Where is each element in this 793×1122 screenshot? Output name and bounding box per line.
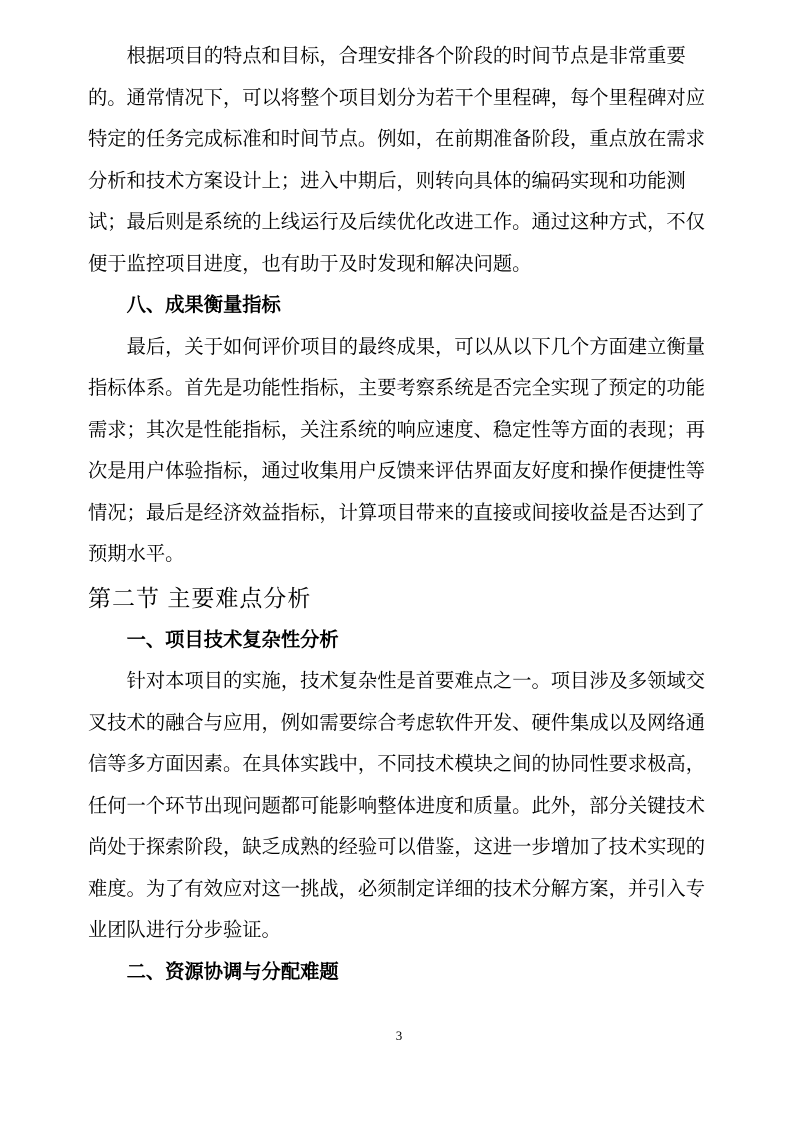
body-text-line: 信等多方面因素。在具体实践中，不同技术模块之间的协同性要求极高， [88, 754, 705, 775]
body-text-line: 根据项目的特点和目标，合理安排各个阶段的时间节点是非常重要 [126, 46, 686, 67]
document-body [88, 36, 710, 993]
section-title: 第二节 主要难点分析 [88, 584, 312, 611]
body-text-line: 情况；最后是经济效益指标，计算项目带来的直接或间接收益是否达到了 [88, 502, 705, 524]
subheading: 二、资源协调与分配难题 [126, 961, 339, 983]
body-text-line: 任何一个环节出现问题都可能影响整体进度和质量。此外，部分关键技术 [88, 795, 705, 817]
page-number: 3 [395, 1028, 403, 1043]
body-text-line: 需求；其次是性能指标，关注系统的响应速度、稳定性等方面的表现；再 [88, 419, 705, 441]
body-text-line: 难度。为了有效应对这一挑战，必须制定详细的技术分解方案，并引入专 [88, 878, 705, 900]
body-text-line: 预期水平。 [88, 544, 185, 565]
subheading: 八、成果衡量指标 [126, 295, 281, 316]
body-text-line: 指标体系。首先是功能性指标，主要考察系统是否完全实现了预定的功能 [88, 378, 705, 399]
body-text-line: 试；最后则是系统的上线运行及后续优化改进工作。通过这种方式，不仅 [88, 212, 705, 233]
body-text-line: 最后，关于如何评价项目的最终成果，可以从以下几个方面建立衡量 [126, 336, 706, 358]
body-text-line: 分析和技术方案设计上；进入中期后，则转向具体的编码实现和功能测 [88, 170, 686, 192]
body-text-line: 尚处于探索阶段，缺乏成熟的经验可以借鉴，这进一步增加了技术实现的 [88, 837, 705, 858]
body-text-line: 的。通常情况下，可以将整个项目划分为若干个里程碑，每个里程碑对应 [88, 87, 705, 109]
body-text-line: 业团队进行分步验证。 [88, 920, 281, 941]
body-text-line: 叉技术的融合与应用，例如需要综合考虑软件开发、硬件集成以及网络通 [88, 712, 705, 734]
subheading: 一、项目技术复杂性分析 [126, 629, 339, 651]
body-text-line: 次是用户体验指标，通过收集用户反馈来评估界面友好度和操作便捷性等 [88, 461, 705, 482]
body-text-line: 特定的任务完成标准和时间节点。例如，在前期准备阶段，重点放在需求 [88, 129, 705, 150]
body-text-line: 针对本项目的实施，技术复杂性是首要难点之一。项目涉及多领域交 [126, 671, 706, 692]
body-text-line: 便于监控项目进度，也有助于及时发现和解决问题。 [88, 253, 532, 275]
